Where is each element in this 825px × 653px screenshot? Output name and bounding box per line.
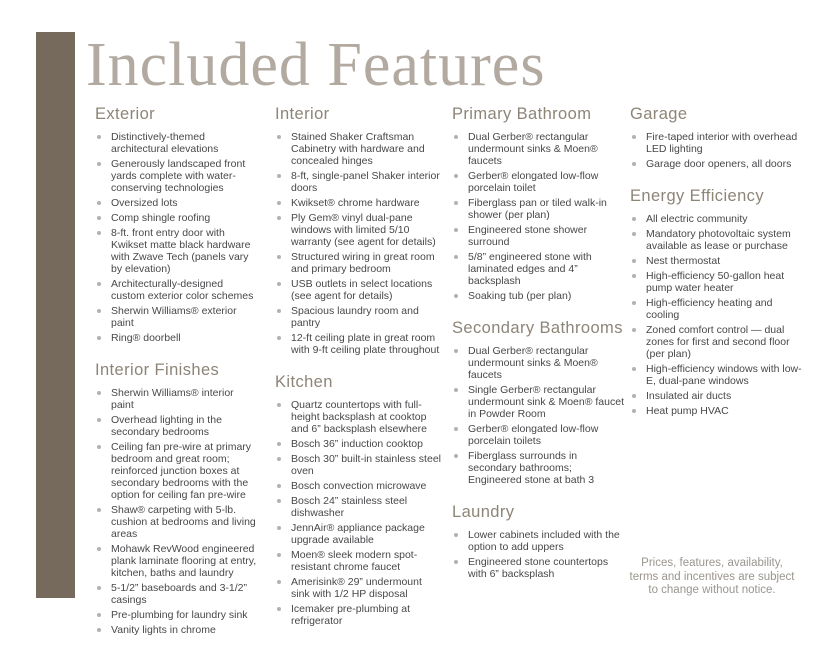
feature-item (95, 582, 259, 606)
feature-text: Bosch convection microwave (291, 480, 427, 492)
feature-item (452, 131, 624, 167)
bullet-icon (454, 255, 458, 259)
feature-section (630, 105, 802, 170)
feature-text: High-efficiency heating and cooling (646, 297, 773, 321)
bullet-icon (632, 367, 636, 371)
feature-item (95, 609, 259, 621)
feature-item (630, 297, 802, 321)
feature-item (452, 556, 624, 580)
bullet-icon (97, 336, 101, 340)
bullet-icon (632, 394, 636, 398)
disclaimer-line: to change without notice. (648, 584, 776, 596)
feature-item (95, 414, 259, 438)
feature-text: Nest thermostat (646, 255, 721, 267)
bullet-icon (97, 628, 101, 632)
feature-item (95, 332, 259, 344)
feature-list (275, 131, 441, 356)
bullet-icon (277, 526, 281, 530)
feature-text: Spacious laundry room and pantry (291, 305, 419, 329)
feature-section (452, 319, 624, 486)
bullet-icon (277, 484, 281, 488)
feature-section (630, 187, 802, 417)
feature-text: 5-1/2” baseboards and 3-1/2” casings (111, 582, 248, 606)
feature-list (95, 387, 259, 636)
feature-text: Lower cabinets included with the option to add uppers (468, 529, 620, 553)
page-title: Included Features (86, 31, 546, 99)
feature-text: Quartz countertops with full-height backsplash at cooktop and 6” backsplash elsewhere (291, 399, 427, 435)
section-heading: Interior (275, 105, 330, 123)
feature-text: Gerber® elongated low-flow porcelain toilets (468, 423, 599, 447)
feature-text: Soaking tub (per plan) (468, 290, 572, 302)
feature-column (275, 105, 441, 644)
feature-text: Ply Gem® vinyl dual-pane windows with limited 5/10 warranty (see agent for details) (291, 212, 436, 248)
bullet-icon (97, 445, 101, 449)
bullet-icon (632, 217, 636, 221)
feature-item (95, 387, 259, 411)
bullet-icon (277, 442, 281, 446)
feature-text: Engineered stone shower surround (468, 224, 588, 248)
feature-text: Ceiling fan pre-wire at primary bedroom and great room; reinforced junction boxes at secondary bedrooms with the option for ceiling fan pre-wire (111, 441, 252, 501)
feature-text: Single Gerber® rectangular undermount sink & Moen® faucet in Powder Room (468, 384, 624, 420)
feature-text: Mandatory photovoltaic system available as lease or purchase (646, 228, 791, 252)
bullet-icon (632, 232, 636, 236)
feature-item (95, 197, 259, 209)
section-heading: Garage (630, 105, 688, 123)
feature-item (275, 480, 441, 492)
feature-text: 8-ft. front entry door with Kwikset matte black hardware with Zwave Tech (panels vary by elevation) (111, 227, 251, 275)
feature-item (452, 290, 624, 302)
feature-item (275, 576, 441, 600)
feature-item (630, 324, 802, 360)
bullet-icon (97, 309, 101, 313)
feature-item (630, 228, 802, 252)
feature-item (275, 170, 441, 194)
feature-column (95, 105, 259, 653)
feature-item (452, 170, 624, 194)
feature-text: High-efficiency 50-gallon heat pump water heater (646, 270, 785, 294)
feature-text: Vanity lights in chrome (111, 624, 216, 636)
feature-item (275, 522, 441, 546)
feature-text: Comp shingle roofing (111, 212, 211, 224)
feature-item (95, 212, 259, 224)
feature-text: Shaw® carpeting with 5-lb. cushion at bedrooms and living areas (111, 504, 256, 540)
feature-section (95, 361, 259, 636)
bullet-icon (454, 427, 458, 431)
bullet-icon (277, 499, 281, 503)
feature-column (630, 105, 802, 434)
feature-item (275, 603, 441, 627)
feature-text: JennAir® appliance package upgrade available (291, 522, 425, 546)
section-heading: Exterior (95, 105, 156, 123)
feature-text: Architecturally-designed custom exterior color schemes (111, 278, 254, 302)
feature-item (95, 278, 259, 302)
feature-item (452, 224, 624, 248)
bullet-icon (97, 508, 101, 512)
feature-item (95, 158, 259, 194)
feature-item (452, 384, 624, 420)
feature-text: Stained Shaker Craftsman Cabinetry with hardware and concealed hinges (291, 131, 425, 167)
feature-text: Structured wiring in great room and primary bedroom (291, 251, 435, 275)
feature-text: 5/8” engineered stone with laminated edges and 4” backsplash (468, 251, 592, 287)
bullet-icon (454, 454, 458, 458)
feature-text: Icemaker pre-plumbing at refrigerator (291, 603, 411, 627)
bullet-icon (97, 586, 101, 590)
feature-item (95, 504, 259, 540)
feature-item (275, 495, 441, 519)
feature-text: Ring® doorbell (111, 332, 181, 344)
feature-text: Dual Gerber® rectangular undermount sinks & Moen® faucets (468, 131, 598, 167)
bullet-icon (454, 174, 458, 178)
feature-item (630, 363, 802, 387)
bullet-icon (454, 228, 458, 232)
bullet-icon (277, 201, 281, 205)
feature-text: Kwikset® chrome hardware (291, 197, 420, 209)
bullet-icon (97, 613, 101, 617)
feature-item (452, 529, 624, 553)
feature-text: Bosch 24” stainless steel dishwasher (291, 495, 408, 519)
feature-item (452, 251, 624, 287)
feature-text: Gerber® elongated low-flow porcelain toilet (468, 170, 599, 194)
feature-item (630, 390, 802, 402)
feature-item (630, 158, 802, 170)
feature-item (452, 423, 624, 447)
bullet-icon (632, 274, 636, 278)
feature-text: Sherwin Williams® exterior paint (111, 305, 237, 329)
feature-list (452, 131, 624, 302)
feature-text: 12-ft ceiling plate in great room with 9-ft ceiling plate throughout (291, 332, 440, 356)
bullet-icon (97, 391, 101, 395)
feature-list (275, 399, 441, 627)
feature-text: Generously landscaped front yards complete with water-conserving technologies (111, 158, 246, 194)
bullet-icon (454, 533, 458, 537)
bullet-icon (632, 259, 636, 263)
feature-item (452, 450, 624, 486)
bullet-icon (454, 201, 458, 205)
feature-item (275, 332, 441, 356)
feature-item (95, 131, 259, 155)
feature-text: 8-ft, single-panel Shaker interior doors (291, 170, 440, 194)
feature-item (95, 305, 259, 329)
feature-text: Fiberglass surrounds in secondary bathrooms; Engineered stone at bath 3 (468, 450, 595, 486)
bullet-icon (632, 162, 636, 166)
feature-item (275, 549, 441, 573)
feature-column (452, 105, 624, 597)
section-heading: Laundry (452, 503, 515, 521)
section-heading: Primary Bathroom (452, 105, 592, 123)
feature-item (630, 131, 802, 155)
bullet-icon (277, 255, 281, 259)
feature-text: Oversized lots (111, 197, 178, 209)
bullet-icon (97, 162, 101, 166)
feature-text: Fire-taped interior with overhead LED lighting (646, 131, 798, 155)
feature-section (452, 503, 624, 580)
section-heading: Interior Finishes (95, 361, 220, 379)
feature-item (452, 345, 624, 381)
bullet-icon (277, 282, 281, 286)
feature-text: Insulated air ducts (646, 390, 732, 402)
feature-text: Pre-plumbing for laundry sink (111, 609, 248, 621)
disclaimer-line: terms and incentives are subject (629, 570, 795, 583)
feature-item (630, 270, 802, 294)
bullet-icon (632, 301, 636, 305)
section-heading: Kitchen (275, 373, 333, 391)
feature-text: Distinctively-themed architectural elevations (111, 131, 219, 155)
bullet-icon (97, 547, 101, 551)
feature-text: Heat pump HVAC (646, 405, 729, 417)
disclaimer-line: Prices, features, availability, (641, 557, 783, 569)
feature-list (452, 345, 624, 486)
bullet-icon (97, 418, 101, 422)
bullet-icon (97, 231, 101, 235)
feature-text: Zoned comfort control — dual zones for first and second floor (per plan) (646, 324, 790, 360)
feature-item (275, 197, 441, 209)
bullet-icon (632, 328, 636, 332)
feature-list (452, 529, 624, 580)
feature-item (95, 227, 259, 275)
bullet-icon (277, 174, 281, 178)
feature-text: Dual Gerber® rectangular undermount sinks & Moen® faucets (468, 345, 598, 381)
bullet-icon (277, 403, 281, 407)
feature-text: Fiberglass pan or tiled walk-in shower (per plan) (468, 197, 607, 221)
feature-item (275, 453, 441, 477)
feature-text: USB outlets in select locations (see agent for details) (291, 278, 433, 302)
bullet-icon (454, 135, 458, 139)
feature-text: Engineered stone countertops with 6” backsplash (468, 556, 609, 580)
feature-item (452, 197, 624, 221)
feature-item (275, 251, 441, 275)
feature-item (630, 405, 802, 417)
feature-section (275, 105, 441, 356)
bullet-icon (97, 282, 101, 286)
section-heading: Energy Efficiency (630, 187, 764, 205)
feature-section (452, 105, 624, 302)
bullet-icon (97, 201, 101, 205)
section-heading: Secondary Bathrooms (452, 319, 623, 337)
bullet-icon (632, 409, 636, 413)
bullet-icon (454, 560, 458, 564)
feature-item (630, 255, 802, 267)
feature-item (275, 212, 441, 248)
feature-item (95, 624, 259, 636)
feature-item (275, 131, 441, 167)
feature-item (275, 278, 441, 302)
feature-list (630, 213, 802, 417)
feature-text: Garage door openers, all doors (646, 158, 792, 170)
feature-item (275, 399, 441, 435)
feature-text: Overhead lighting in the secondary bedrooms (111, 414, 222, 438)
bullet-icon (277, 309, 281, 313)
feature-text: Mohawk RevWood engineered plank laminate flooring at entry, kitchen, baths and laundry (111, 543, 257, 579)
feature-list (630, 131, 802, 170)
feature-text: Moen® sleek modern spot-resistant chrome faucet (291, 549, 418, 573)
feature-text: Bosch 30” built-in stainless steel oven (291, 453, 441, 477)
bullet-icon (277, 135, 281, 139)
bullet-icon (454, 388, 458, 392)
bullet-icon (97, 216, 101, 220)
disclaimer (612, 557, 812, 598)
bullet-icon (277, 457, 281, 461)
bullet-icon (277, 216, 281, 220)
feature-text: All electric community (646, 213, 748, 225)
feature-item (275, 305, 441, 329)
feature-item (275, 438, 441, 450)
feature-item (95, 543, 259, 579)
bullet-icon (277, 553, 281, 557)
feature-section (275, 373, 441, 627)
feature-section (95, 105, 259, 344)
feature-text: Bosch 36” induction cooktop (291, 438, 423, 450)
feature-text: Amerisink® 29” undermount sink with 1/2 HP disposal (291, 576, 422, 600)
feature-item (95, 441, 259, 501)
feature-list (95, 131, 259, 344)
bullet-icon (632, 135, 636, 139)
feature-text: Sherwin Williams® interior paint (111, 387, 234, 411)
bullet-icon (277, 607, 281, 611)
accent-bar (36, 32, 75, 598)
feature-text: High-efficiency windows with low-E, dual-pane windows (646, 363, 802, 387)
bullet-icon (454, 294, 458, 298)
feature-item (630, 213, 802, 225)
bullet-icon (97, 135, 101, 139)
bullet-icon (277, 580, 281, 584)
bullet-icon (454, 349, 458, 353)
bullet-icon (277, 336, 281, 340)
